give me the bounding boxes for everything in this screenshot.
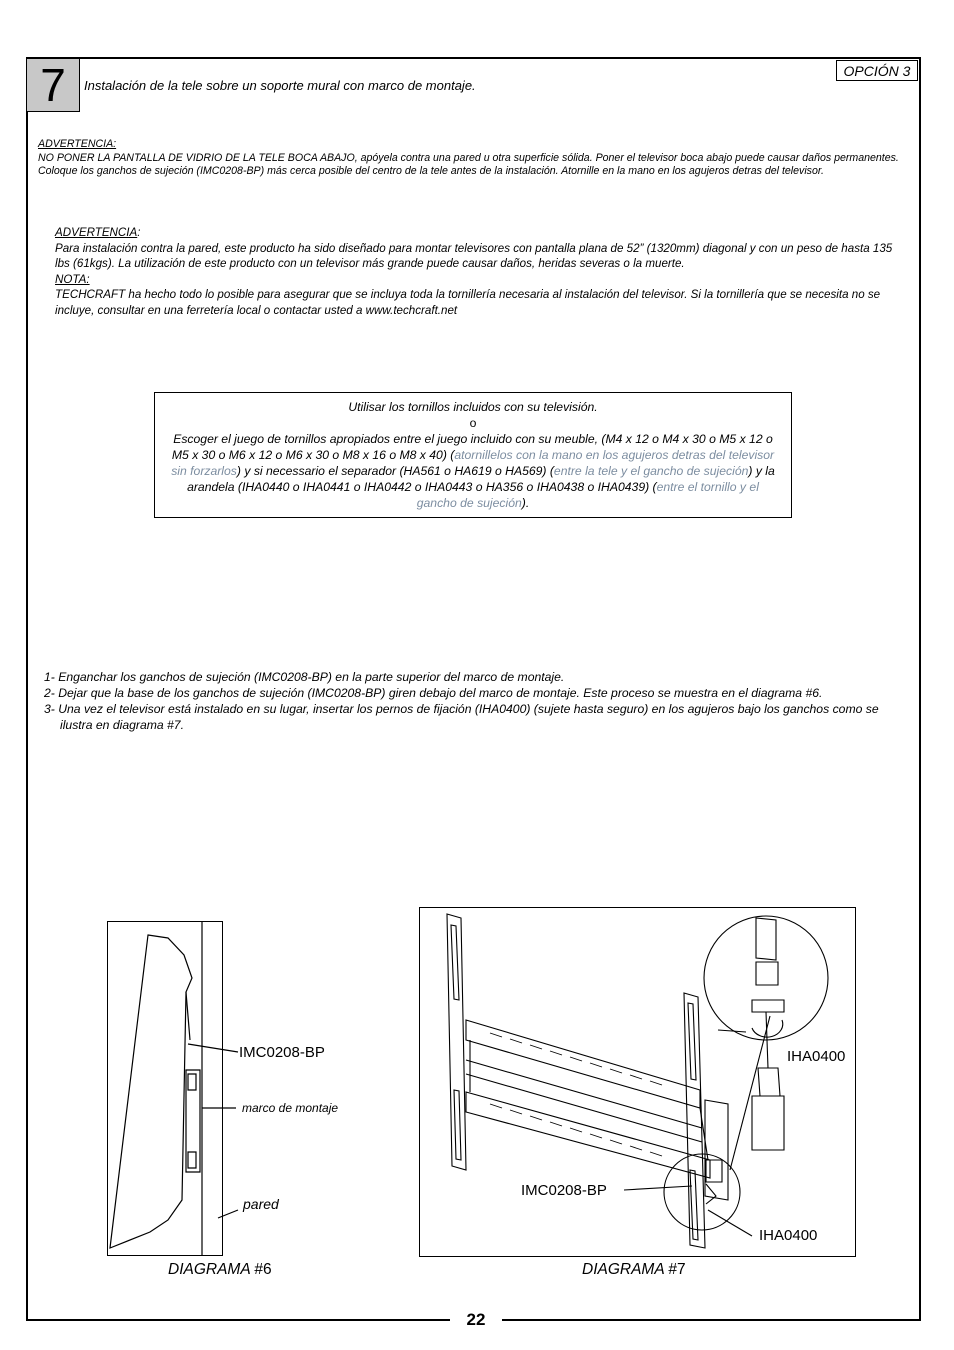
instruction-item: 3- Una vez el televisor está instalado en su lugar, insertar los pernos de fijación (IHA0400) (sujete hasta seguro) en los agujeros bajo los ganchos como se ilustra en diagrama #7.	[44, 702, 879, 732]
screw-text-3: ) y la arandela (IHA0440 o IHA0441 o IHA0442 o IHA0443 o HA356 o IHA0438 o IHA0439) (	[187, 464, 775, 494]
screw-line-1: Utilisar los tornillos incluidos con su televisión.	[348, 400, 598, 414]
warning-text: Para instalación contra la pared, este producto ha sido diseñado para montar televisores con pantalla plana de 52” (1320mm) diagonal y con un peso de hasta 135 lbs (61kgs). La utilización de este producto con un televisor más grande puede causar daños, heridas severas o la muerte.	[55, 241, 893, 270]
screw-hint-2: entre la tele y el gancho de sujeción	[553, 464, 749, 478]
diagram-7-pin-label-top: IHA0400	[787, 1048, 846, 1065]
note-text: TECHCRAFT ha hecho todo lo posible para asegurar que se incluya toda la tornillería necesaria al instalación del televisor. Si la tornillería que se necesita no se incluye, consultar en una ferretería local o contactar usted a www.techcraft.net	[55, 288, 881, 317]
screw-hint-3: entre el tornillo y el gancho de sujeción	[416, 480, 759, 510]
instruction-item: 1- Enganchar los ganchos de sujeción (IMC0208-BP) en la parte superior del marco de montaje.	[44, 670, 565, 684]
diagram-6-hook-label: IMC0208-BP	[239, 1044, 325, 1061]
note-heading: NOTA:	[55, 272, 90, 286]
warning-heading: ADVERTENCIA	[55, 226, 138, 239]
diagram-6-caption	[168, 1261, 272, 1279]
caption-text: DIAGRAMA	[168, 1261, 255, 1278]
diagram-7-frame	[419, 907, 856, 1257]
screw-hint-1: atornillelos con la mano en los agujeros detras del televisor sin forzarlos	[171, 448, 775, 478]
diagram-6-frame	[107, 921, 223, 1256]
diagram-7-caption	[582, 1261, 686, 1279]
step-title: Instalación de la tele sobre un soporte mural con marco de montaje.	[84, 78, 476, 93]
warning-heading-colon: :	[137, 226, 141, 239]
diagram-7-hook-label: IMC0208-BP	[521, 1182, 607, 1199]
page-number: 22	[450, 1306, 502, 1334]
warning-block-1	[38, 138, 908, 179]
screw-paragraph	[155, 431, 791, 511]
screw-or: o	[469, 416, 477, 430]
warning-text: NO PONER LA PANTALLA DE VIDRIO DE LA TELE BOCA ABAJO, apóyela contra una pared u otra superficie sólida. Poner el televisor boca abajo puede causar daños permanentes. Coloque los ganchos de sujeción (IMC0208-BP) más cerca posible del centro de la tele antes de la instalación. Atornille en la mano en los agujeros detras del televisor.	[38, 151, 899, 177]
warning-block-2	[55, 225, 905, 318]
screw-text-4: ).	[521, 496, 530, 510]
caption-number: #7	[668, 1261, 686, 1278]
caption-text: DIAGRAMA	[582, 1261, 669, 1278]
warning-heading: ADVERTENCIA:	[38, 138, 117, 150]
instruction-list	[44, 669, 914, 733]
diagram-7-pin-label-bottom: IHA0400	[759, 1227, 818, 1244]
screw-selection-box	[154, 392, 792, 518]
caption-number: #6	[254, 1261, 272, 1278]
option-tag: OPCIÓN 3	[836, 60, 918, 81]
instruction-item: 2- Dejar que la base de los ganchos de sujeción (IMC0208-BP) giren debajo del marco de montaje. Este proceso se muestra en el diagrama #6.	[44, 686, 823, 700]
step-number: 7	[27, 59, 80, 112]
screw-text-2: ) y si necessario el separador (HA561 o HA619 o HA569) (	[236, 464, 554, 478]
screw-text-1: Escoger el juego de tornillos apropiados entre el juego incluido con su meuble, (M4 x 12 o M4 x 30 o M5 x 12 o M5 x 30 o M6 x 12 o M6 x 30 o M8 x 16 o M8 x 40) (	[171, 432, 773, 462]
diagram-6-frame-label: marco de montaje	[242, 1101, 339, 1115]
diagram-6-wall-label: pared	[243, 1196, 279, 1212]
